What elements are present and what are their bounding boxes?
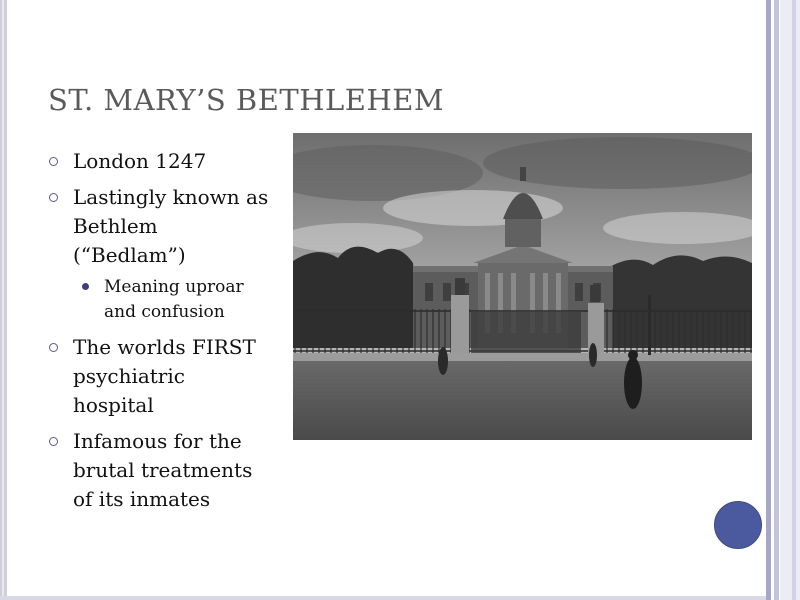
hollow-bullet-icon — [49, 193, 58, 202]
bullet-item — [46, 427, 296, 514]
hollow-bullet-icon — [49, 343, 58, 352]
slide-nav-button[interactable] — [714, 501, 762, 549]
left-border-decoration — [0, 0, 7, 600]
slide-title: ST. MARY’S BETHLEHEM — [48, 83, 445, 117]
bullet-line: and confusion — [104, 302, 225, 322]
bullet-line: Infamous for the — [73, 429, 242, 453]
hollow-bullet-icon — [49, 437, 58, 446]
historical-building-photo — [293, 133, 752, 440]
bullet-item — [46, 147, 296, 176]
historical-building-photo-icon — [293, 133, 752, 440]
bullet-line: Bethlem — [73, 214, 158, 238]
bullet-line: London 1247 — [73, 149, 207, 173]
bullet-line: of its inmates — [73, 487, 211, 511]
bullet-line: Meaning uproar — [104, 277, 244, 297]
bullet-line: hospital — [73, 393, 154, 417]
bullet-line: brutal treatments — [73, 458, 253, 482]
hollow-bullet-icon — [49, 157, 58, 166]
sub-bullet-item — [46, 275, 296, 325]
bullet-list — [46, 147, 296, 521]
right-border-decoration — [766, 0, 800, 600]
bullet-line: (“Bedlam”) — [73, 243, 186, 267]
bullet-line: The worlds FIRST — [73, 335, 256, 359]
bullet-line: Lastingly known as — [73, 185, 269, 209]
bullet-line: psychiatric — [73, 364, 185, 388]
bullet-item — [46, 183, 296, 270]
bullet-item — [46, 333, 296, 420]
bottom-border-decoration — [0, 596, 766, 600]
filled-bullet-icon — [82, 283, 89, 290]
